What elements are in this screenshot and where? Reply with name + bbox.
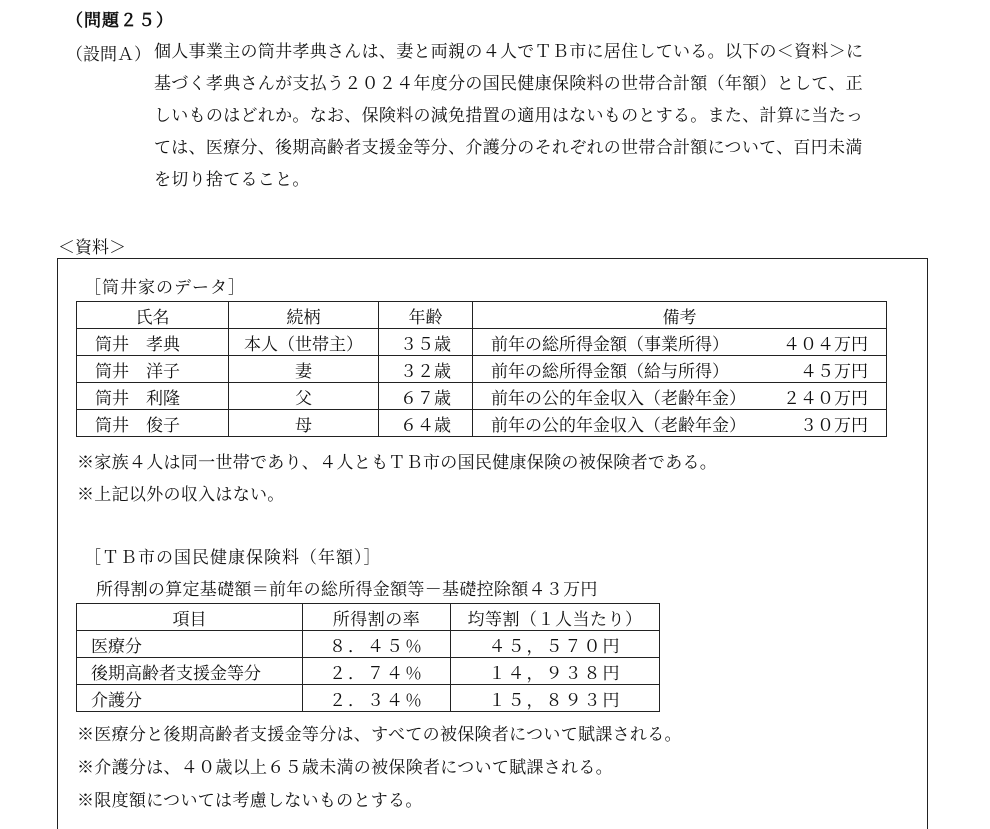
rate-note: ※限度額については考慮しないものとする。 xyxy=(77,791,423,811)
cell-age: ３５歳 xyxy=(379,329,473,356)
header-flat: 均等割（１人当たり） xyxy=(451,604,660,631)
cell-rate: ８．４５％ xyxy=(303,631,451,658)
question-line: を切り捨てること。 xyxy=(154,170,310,190)
table-row xyxy=(77,410,887,437)
question-line: 基づく孝典さんが支払う２０２４年度分の国民健康保険料の世帯合計額（年額）として、正 xyxy=(154,74,863,94)
table-row xyxy=(77,356,887,383)
table-row xyxy=(77,685,660,712)
table-row xyxy=(77,631,660,658)
cell-rate: ２．３４％ xyxy=(303,685,451,712)
question-text xyxy=(154,36,930,196)
cell-age: ６７歳 xyxy=(379,383,473,410)
question-line: ては、医療分、後期高齢者支援金等分、介護分のそれぞれの世帯合計額について、百円未満 xyxy=(154,138,863,158)
header-age: 年齢 xyxy=(379,302,473,329)
note-amount: ３０万円 xyxy=(800,415,868,436)
note-text: 前年の公的年金収入（老齢年金） xyxy=(491,415,746,436)
cell-name: 筒井 利隆 xyxy=(77,383,229,410)
rate-formula: 所得割の算定基礎額＝前年の総所得金額等－基礎控除額４３万円 xyxy=(96,580,598,600)
cell-name: 筒井 洋子 xyxy=(77,356,229,383)
note-text: 前年の公的年金収入（老齢年金） xyxy=(491,388,746,409)
rate-note: ※介護分は、４０歳以上６５歳未満の被保険者について賦課される。 xyxy=(77,758,613,778)
cell-relation: 本人（世帯主） xyxy=(229,329,379,356)
family-table xyxy=(76,301,887,437)
header-rate: 所得割の率 xyxy=(303,604,451,631)
cell-rate: ２．７４％ xyxy=(303,658,451,685)
table-header-row xyxy=(77,604,660,631)
question-line: しいものはどれか。なお、保険料の減免措置の適用はないものとする。また、計算に当たっ xyxy=(154,106,864,126)
note-text: 前年の総所得金額（給与所得） xyxy=(491,361,729,382)
cell-relation: 母 xyxy=(229,410,379,437)
question-line: 個人事業主の筒井孝典さんは、妻と両親の４人でＴＢ市に居住している。以下の＜資料＞に xyxy=(154,42,864,62)
note-amount: ４５万円 xyxy=(800,361,868,382)
table-row xyxy=(77,383,887,410)
cell-flat: １４，９３８円 xyxy=(451,658,660,685)
cell-name: 筒井 孝典 xyxy=(77,329,229,356)
note-text: 前年の総所得金額（事業所得） xyxy=(491,334,729,355)
cell-item: 介護分 xyxy=(77,685,303,712)
rate-note: ※医療分と後期高齢者支援金等分は、すべての被保険者について賦課される。 xyxy=(77,725,682,745)
problem-title: （問題２５） xyxy=(66,11,174,31)
header-item: 項目 xyxy=(77,604,303,631)
table-row xyxy=(77,329,887,356)
cell-note xyxy=(473,383,887,410)
cell-item: 後期高齢者支援金等分 xyxy=(77,658,303,685)
note-amount: ２４０万円 xyxy=(783,388,868,409)
family-note: ※上記以外の収入はない。 xyxy=(77,485,285,505)
cell-note xyxy=(473,329,887,356)
cell-flat: １５，８９３円 xyxy=(451,685,660,712)
table-header-row xyxy=(77,302,887,329)
cell-flat: ４５，５７０円 xyxy=(451,631,660,658)
cell-age: ６４歳 xyxy=(379,410,473,437)
note-amount: ４０４万円 xyxy=(783,334,868,355)
rate-section-title: ［ＴＢ市の国民健康保険料（年額）］ xyxy=(84,548,382,568)
cell-name: 筒井 俊子 xyxy=(77,410,229,437)
cell-age: ３２歳 xyxy=(379,356,473,383)
cell-item: 医療分 xyxy=(77,631,303,658)
cell-note xyxy=(473,356,887,383)
question-label: （設問Ａ） xyxy=(66,45,151,65)
cell-relation: 父 xyxy=(229,383,379,410)
material-label: ＜資料＞ xyxy=(58,238,126,258)
rate-table xyxy=(76,603,660,712)
header-note: 備考 xyxy=(473,302,887,329)
header-name: 氏名 xyxy=(77,302,229,329)
header-relation: 続柄 xyxy=(229,302,379,329)
family-section-title: ［筒井家のデータ］ xyxy=(84,278,246,298)
cell-note xyxy=(473,410,887,437)
cell-relation: 妻 xyxy=(229,356,379,383)
family-note: ※家族４人は同一世帯であり、４人ともＴＢ市の国民健康保険の被保険者である。 xyxy=(77,453,718,473)
table-row xyxy=(77,658,660,685)
